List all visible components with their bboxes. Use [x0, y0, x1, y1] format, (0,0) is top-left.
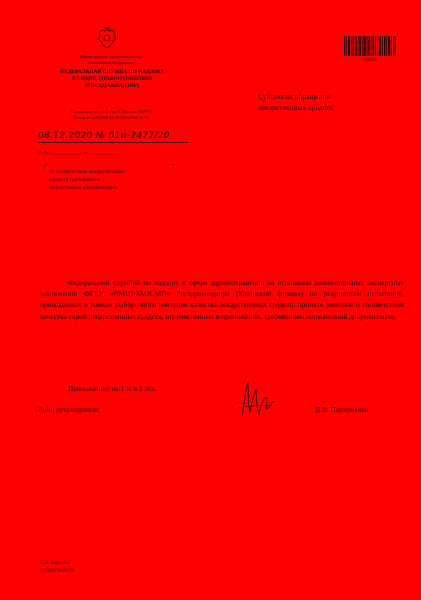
org-name-line-2: В СФЕРЕ ЗДРАВООХРАНЕНИЯ: [71, 76, 153, 82]
coat-of-arms-icon: [96, 26, 118, 50]
subject-line-3: нормативной документации: [50, 185, 117, 191]
org-phone-line: Телефон: (495) 698 45 38; (495) 698 15 74: [73, 115, 149, 120]
subject-line-2: средств требованиям: [50, 177, 101, 183]
registration-underline: [38, 142, 188, 143]
registration-date-number: 08.12.2020 № 01и-2477/20: [38, 131, 170, 141]
reference-line: На № ______________ от ______________: [38, 150, 121, 155]
org-address: [44, 109, 178, 121]
recipient-line-2: лекарственных средств: [258, 103, 334, 112]
body-paragraph: Федеральной службой по надзору в сфере здравоохранения на основании положительных экспертных заключений ФГБУ «ИМЦЭУАОСМП» Росздравнадзора (Казанский филиал) по результатам испытаний, проведенных в рамках выборочного контроля качества лекарственных средств, принято решение о соответствии качества серий лекарственных средств, перечисленных в приложении, требованиям нормативной документации.: [40, 278, 404, 321]
handwritten-signature-icon: [234, 378, 278, 420]
org-name: [38, 69, 186, 90]
executor-phone: 8(499)578-06-79: [40, 569, 75, 574]
subject-line-1: О соответствии лекарственных: [50, 169, 125, 175]
signer-role: Врио руководителя: [38, 405, 99, 414]
subject-block: [50, 168, 170, 192]
org-ministry-line-1: Министерство здравоохранения: [79, 54, 143, 59]
org-address-line: Славянская пл., д. 4, стр. 1, Москва, 109074: [71, 109, 151, 114]
recipient-line-1: Субъектам обращения: [258, 92, 331, 101]
recipient-block: [258, 91, 398, 113]
attachment-line: Приложение: на 1 л. в 1 экз.: [68, 384, 156, 393]
barcode-icon: [344, 36, 396, 56]
signer-name: Д.В. Пархоменко: [315, 405, 369, 414]
barcode-number: 7339609: [363, 57, 377, 62]
org-name-line-3: (РОСЗДРАВНАДЗОР): [85, 83, 139, 89]
org-name-line-1: ФЕДЕРАЛЬНАЯ СЛУЖБА ПО НАДЗОРУ: [59, 69, 165, 75]
org-ministry: [56, 54, 166, 65]
org-ministry-line-2: Российской Федерации: [88, 59, 134, 65]
executor-name: С.А. Тарасова: [40, 561, 70, 566]
